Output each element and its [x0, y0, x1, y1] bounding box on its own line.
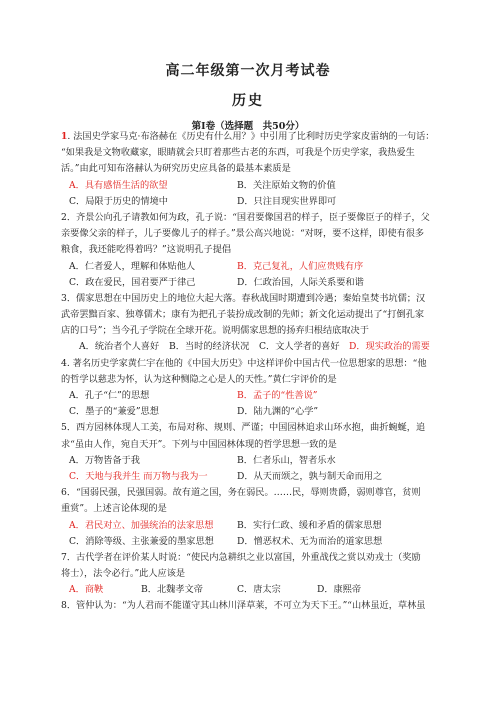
q3-line-1: 3．儒家思想在中国历史上的地位大起大落。春秋战国时期遭到冷遇；秦始皇焚书坑儒；汉	[61, 292, 426, 304]
q5-line-2: 求“虽由人作，宛自天开”。下列与中国园林体现的哲学思想一致的是	[61, 438, 337, 450]
q1-option-c: C．局限于历史的情境中	[69, 195, 168, 207]
q7-option-b: B．北魏孝文帝	[141, 584, 203, 596]
q1-number: 1	[61, 131, 68, 142]
subject-title: 历史	[232, 93, 264, 109]
q1-line-2: “如果我是文物收藏家，眼睛就会只盯着那些古老的东西，可我是个历史学家，我热爱生	[61, 147, 415, 159]
q6-line-1: 6．“国弱民强，民强国弱。故有道之国，务在弱民。……民，辱则贵爵，弱则尊官，贫则	[61, 487, 421, 499]
q7-option-d: D．康熙帝	[317, 584, 362, 596]
q6-option-a: A．君民对立、加强统治的法家思想	[69, 519, 214, 531]
q7-option-a: A．商鞅	[69, 584, 104, 596]
q2-option-b: B．克己复礼，人们应贵贱有序	[237, 260, 364, 272]
q6-line-2: 重赏”。上述言论体现的是	[61, 503, 167, 515]
q6-option-b: B．实行仁政、缓和矛盾的儒家思想	[237, 519, 382, 531]
q2-option-a: A．仁者爱人，理解和体贴他人	[69, 260, 196, 272]
q3-options-row	[61, 339, 437, 355]
q2-line-3: 粮食，我还能吃得着吗？”这说明孔子提倡	[61, 244, 232, 256]
q3-option-b: B．当时的经济状况	[169, 341, 250, 353]
q3-option-a: A．统治者个人喜好	[79, 341, 160, 353]
q6-options-row-2	[61, 534, 437, 550]
q1-option-b: B．关注原始文物的价值	[237, 179, 336, 191]
q1-option-a: A．具有感悟生活的欲望	[69, 179, 168, 191]
q1-line-1	[61, 129, 437, 145]
q1-options-row-1	[61, 178, 437, 194]
q7-option-c: C．唐太宗	[237, 584, 281, 596]
q2-option-c: C．政在爱民，国君要严于律己	[69, 276, 196, 288]
q7-line-1: 7．古代学者在评价某人时说：“使民内急耕织之业以富国，外重战伐之赏以劝戎士（奖励	[61, 551, 421, 563]
q3-line-3: 店的口号”；当今孔子学院在全球开花。说明儒家思想的扬弃归根结底取决于	[61, 325, 369, 337]
q5-line-1: 5．西方园林体现人工美，布局对称、规则、严谨；中国园林追求山环水抱，曲折蜿蜒，追	[61, 422, 426, 434]
q1-text-1: . 法国史学家马克·布洛赫在《历史有什么用？》中引用了比利时历史学家皮雷纳的一句话：	[67, 131, 435, 142]
q4-option-a: A．孔子“仁”的思想	[69, 390, 150, 401]
exam-title: 高二年级第一次月考试卷	[165, 63, 331, 79]
q8-line-1: 8．管仲认为：“为人君而不能谨守其山林川泽草莱，不可立为天下王。”“山林虽近，草林虽	[61, 600, 426, 612]
q3-line-2: 武帝罢黜百家、独尊儒术；康有为把孔子装扮成改制的先师；新文化运动提出了“打倒孔家	[61, 309, 425, 321]
q5-option-d: D．从天而颂之，孰与制天命而用之	[237, 470, 383, 482]
q7-options-row	[61, 582, 437, 598]
q2-option-d: D．仁政治国，人际关系要和谐	[237, 276, 364, 288]
q1-option-d: D．只注目现实世界即可	[237, 195, 337, 207]
q2-options-row-2	[61, 275, 437, 291]
q7-line-2: 将士），法令必行。”此人应该是	[61, 568, 186, 580]
q2-options-row-1	[61, 259, 437, 275]
q6-option-c: C．消除等级、主张兼爱的墨家思想	[69, 535, 214, 547]
q3-option-c: C．文人学者的喜好	[259, 341, 340, 353]
q4-options-row-1	[61, 388, 437, 404]
q2-line-2: 亲要像父亲的样子，儿子要像儿子的样子。”景公高兴地说：“对呀，要不这样，即使有很多	[61, 228, 425, 240]
q4-option-c: C．墨子的“兼爱”思想	[69, 406, 159, 418]
q4-option-d: D．陆九渊的“心学”	[237, 406, 319, 418]
q1-line-3: 活。”由此可知布洛赫认为研究历史应具备的最基本素质是	[61, 163, 291, 175]
question-body	[61, 129, 437, 615]
q6-options-row-1	[61, 518, 437, 534]
q1-options-row-2	[61, 194, 437, 210]
q5-option-a: A．万物皆备于我	[69, 454, 140, 466]
q5-options-row-2	[61, 469, 437, 485]
q2-line-1: 2．齐景公向孔子请教如何为政，孔子说：“国君要像国君的样子，臣子要像臣子的样子，父	[61, 211, 430, 223]
q3-option-d: D．现实政治的需要	[349, 341, 430, 353]
q5-option-b: B．仁者乐山，智者乐水	[237, 454, 336, 466]
q5-option-c: C．天地与我并生 而万物与我为一	[69, 470, 208, 482]
q6-option-d: D．憎恶权术、无为而治的道家思想	[237, 535, 383, 547]
q4-option-b: B．孟子的“性善说”	[237, 390, 318, 401]
q4-options-row-2	[61, 404, 437, 420]
section-heading: 第Ⅰ卷（选择题 共50分）	[191, 121, 305, 132]
q4-line-1: 4. 著名历史学家黄仁宇在他的《中国大历史》中这样评价中国古代一位思想家的思想：“他	[61, 357, 427, 369]
q4-line-2: 的哲学以慈悲为怀，认为这种恻隐之心是人的天性。”黄仁宇评价的是	[61, 373, 337, 385]
q5-options-row-1	[61, 453, 437, 469]
